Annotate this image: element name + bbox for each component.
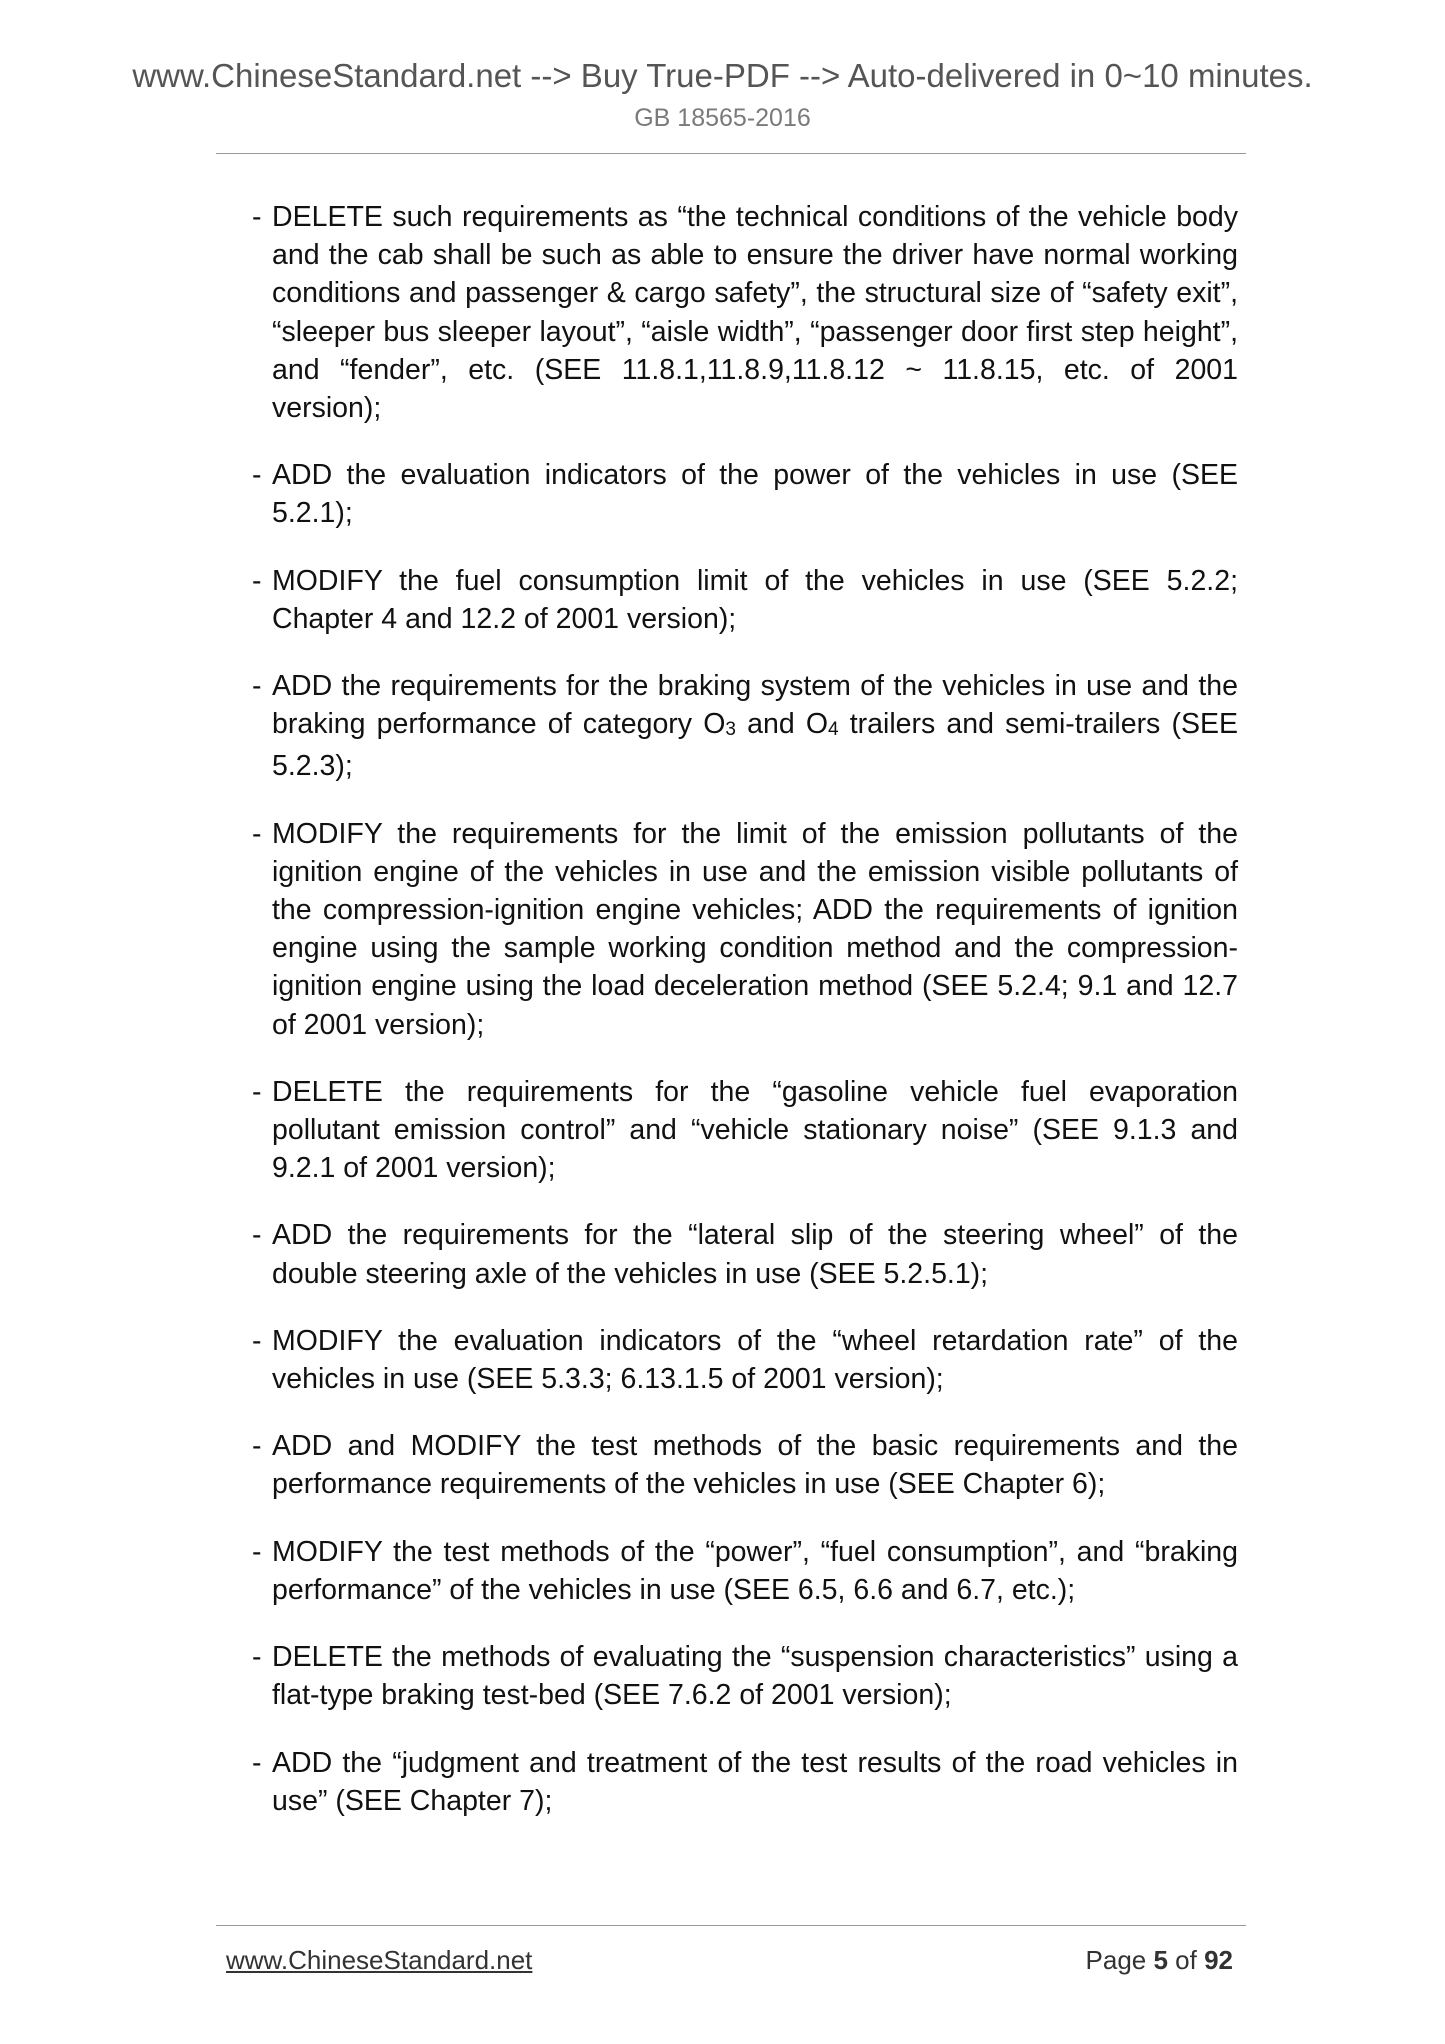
list-item-text: DELETE the methods of evaluating the “suspension characteristics” using a flat-type braking test-bed (SEE 7.6.2 of 2001 version); — [272, 1641, 1238, 1712]
list-item — [252, 198, 1238, 427]
list-item — [252, 1216, 1238, 1292]
list-bullet: - — [252, 1430, 262, 1463]
page-number — [1086, 1944, 1233, 1976]
header-divider — [216, 153, 1246, 154]
list-item — [252, 667, 1238, 786]
subscript: 3 — [725, 719, 736, 741]
standard-id: GB 18565-2016 — [634, 104, 811, 132]
text-segment: trailers and semi-trailers (SEE 5.2.3); — [272, 708, 1238, 783]
list-bullet: - — [252, 459, 262, 492]
list-bullet: - — [252, 1324, 262, 1357]
list-item-text: ADD the evaluation indicators of the power of the vehicles in use (SEE 5.2.1); — [272, 459, 1238, 530]
list-item-text: DELETE such requirements as “the technical conditions of the vehicle body and the cab shall be such as able to ensure the driver have normal working conditions and passenger & cargo safety”, the structural size of “safety exit”, “sleeper bus sleeper layout”, “aisle width”, “passenger door first step height”, and “fender”, etc. (SEE 11.8.1,11.8.9,11.8.12 ~ 11.8.15, etc. of 2001 version); — [272, 201, 1238, 425]
list-item — [252, 456, 1238, 532]
list-item — [252, 1744, 1238, 1820]
list-bullet: - — [252, 817, 262, 850]
subscript: 4 — [828, 719, 839, 741]
list-item-text: ADD and MODIFY the test methods of the basic requirements and the performance requirements of the vehicles in use (SEE Chapter 6); — [272, 1430, 1238, 1501]
list-item — [252, 1322, 1238, 1398]
list-item — [252, 1638, 1238, 1714]
list-bullet: - — [252, 1641, 262, 1674]
list-bullet: - — [252, 201, 262, 233]
footer-site-link[interactable]: www.ChineseStandard.net — [226, 1945, 533, 1975]
page-total: 92 — [1204, 1945, 1233, 1975]
list-item-text — [272, 670, 1238, 782]
page-of: of — [1167, 1945, 1205, 1975]
list-item-text: ADD the requirements for the “lateral slip of the steering wheel” of the double steering axle of the vehicles in use (SEE 5.2.5.1); — [272, 1219, 1238, 1290]
list-bullet: - — [252, 1535, 262, 1568]
list-item — [252, 562, 1238, 638]
list-item-text: MODIFY the evaluation indicators of the “wheel retardation rate” of the vehicles in use (SEE 5.3.3; 6.13.1.5 of 2001 version); — [272, 1324, 1238, 1396]
list-bullet: - — [252, 1746, 262, 1779]
list-bullet: - — [252, 670, 262, 703]
text-segment: ADD the requirements for the braking system of the vehicles in use and the braking performance of category O — [272, 670, 1238, 741]
list-bullet: - — [252, 1075, 262, 1108]
list-item — [252, 815, 1238, 1044]
list-bullet: - — [252, 564, 262, 597]
list-item — [252, 1533, 1238, 1609]
list-item-text: DELETE the requirements for the “gasoline vehicle fuel evaporation pollutant emission control” and “vehicle stationary noise” (SEE 9.1.3 and 9.2.1 of 2001 version); — [272, 1075, 1238, 1185]
change-list — [252, 198, 1238, 1849]
list-item — [252, 1073, 1238, 1188]
text-segment: and O — [735, 708, 828, 741]
list-item-text: MODIFY the requirements for the limit of the emission pollutants of the ignition engine of the vehicles in use and the emission visible pollutants of the compression-ignition engine vehicles; ADD the requirements of ignition engine using the sample working condition method and the compression-ignition engine using the load deceleration method (SEE 5.2.4; 9.1 and 12.7 of 2001 version); — [272, 817, 1238, 1041]
list-item — [252, 1427, 1238, 1503]
list-item-text: ADD the “judgment and treatment of the test results of the road vehicles in use” (SEE Chapter 7); — [272, 1746, 1238, 1817]
page-prefix: Page — [1085, 1945, 1154, 1975]
list-bullet: - — [252, 1219, 262, 1252]
footer-divider — [216, 1925, 1246, 1926]
page-current: 5 — [1153, 1945, 1168, 1975]
list-item-text: MODIFY the fuel consumption limit of the vehicles in use (SEE 5.2.2; Chapter 4 and 12.2 of 2001 version); — [272, 564, 1238, 635]
list-item-text: MODIFY the test methods of the “power”, “fuel consumption”, and “braking performance” of the vehicles in use (SEE 6.5, 6.6 and 6.7, etc.); — [272, 1535, 1238, 1606]
header-banner: www.ChineseStandard.net --> Buy True-PDF --> Auto-delivered in 0~10 minutes. — [132, 57, 1313, 94]
